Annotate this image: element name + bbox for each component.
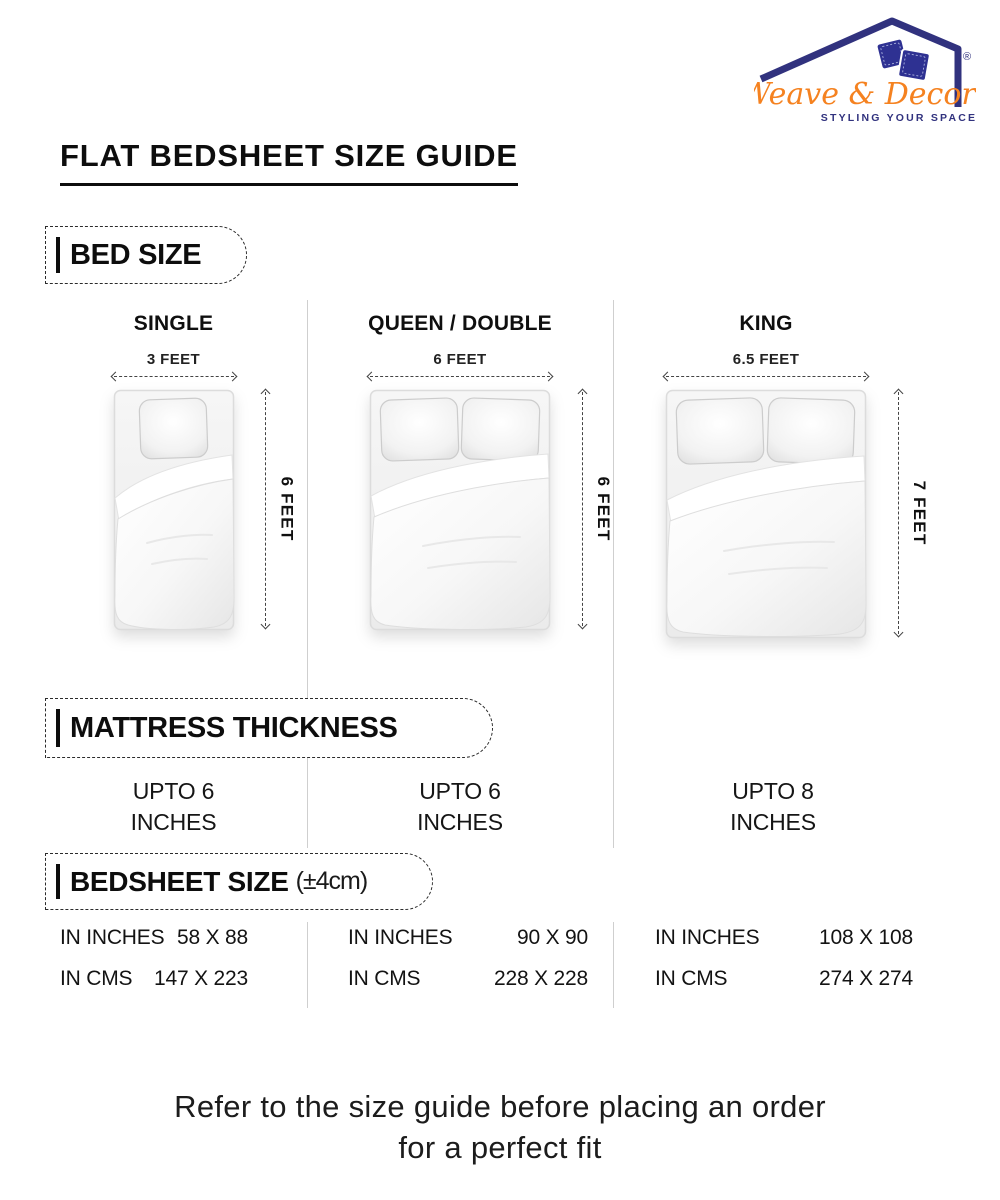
- thickness-line: UPTO 6: [132, 778, 215, 804]
- section-header-bed-size: [45, 226, 247, 284]
- brand-name: Weave & Decor: [754, 77, 976, 112]
- thickness-line: UPTO 6: [419, 778, 501, 804]
- page-title: FLAT BEDSHEET SIZE GUIDE: [60, 138, 518, 186]
- width-label: 6.5 FEET: [732, 351, 800, 368]
- section-label: BED SIZE: [70, 238, 202, 271]
- sheet-size-table-king: [655, 926, 913, 1008]
- bed-illustration-king: [664, 388, 868, 640]
- table-row: [60, 926, 248, 950]
- unit-label: IN CMS: [60, 967, 133, 990]
- footer-note: [0, 1086, 1000, 1168]
- bed-illustration-wrap: [368, 388, 613, 632]
- logo-pillows-icon: [876, 38, 930, 81]
- height-label: 7 FEET: [910, 480, 929, 546]
- bed-size-name: KING: [739, 312, 793, 335]
- table-row: [655, 967, 913, 991]
- bed-illustration-single: [112, 388, 236, 632]
- height-label: 6 FEET: [594, 476, 613, 542]
- section-header-bedsheet-size: [45, 853, 433, 910]
- width-arrow-icon: [664, 373, 868, 380]
- height-measure: [894, 390, 929, 636]
- brand-tagline: STYLING YOUR SPACE: [820, 112, 976, 124]
- pillow-icon: [461, 398, 540, 462]
- thickness-line: UPTO 8: [732, 778, 814, 804]
- size-value: 108 X 108: [819, 926, 913, 949]
- pillow-icon: [138, 398, 207, 459]
- width-label: 6 FEET: [433, 351, 487, 368]
- size-value: 228 X 228: [494, 967, 588, 990]
- bed-illustration-wrap: [664, 388, 929, 640]
- bed-illustration-wrap: [112, 388, 297, 632]
- unit-label: IN INCHES: [60, 926, 165, 949]
- table-row: [655, 926, 913, 950]
- brand-logo: [754, 12, 976, 128]
- footer-line: Refer to the size guide before placing an order: [174, 1089, 826, 1124]
- height-measure: [262, 390, 297, 628]
- section-accent-bar: [56, 709, 60, 747]
- width-arrow-icon: [112, 373, 236, 380]
- size-value: 147 X 223: [154, 967, 248, 990]
- bed-column-queen-double: [307, 312, 613, 632]
- unit-label: IN CMS: [655, 967, 728, 990]
- size-value: 90 X 90: [517, 926, 588, 949]
- mattress-thickness-king: [613, 776, 933, 838]
- bed-column-single: [40, 312, 307, 632]
- pillow-icon: [767, 398, 855, 465]
- bed-column-king: [613, 312, 929, 640]
- height-measure: [578, 390, 613, 628]
- section-header-mattress-thickness: [45, 698, 493, 758]
- size-value: 274 X 274: [819, 967, 913, 990]
- section-accent-bar: [56, 237, 60, 273]
- mattress-thickness-queen: [307, 776, 613, 838]
- mattress-thickness-single: [40, 776, 307, 838]
- unit-label: IN INCHES: [348, 926, 453, 949]
- column-divider: [307, 922, 308, 1008]
- column-divider: [613, 922, 614, 1008]
- tolerance-note: (±4cm): [295, 867, 368, 895]
- bed-size-name: QUEEN / DOUBLE: [368, 312, 552, 335]
- width-measure: [112, 351, 236, 380]
- sheet-size-table-single: [60, 926, 248, 1008]
- unit-label: IN CMS: [348, 967, 421, 990]
- section-accent-bar: [56, 864, 60, 899]
- table-row: [348, 926, 588, 950]
- table-row: [348, 967, 588, 991]
- size-value: 58 X 88: [177, 926, 248, 949]
- height-label: 6 FEET: [277, 476, 297, 542]
- width-measure: [664, 351, 868, 380]
- sheet-size-table-queen: [348, 926, 588, 1008]
- section-label: MATTRESS THICKNESS: [70, 711, 398, 744]
- width-label: 3 FEET: [146, 351, 201, 368]
- bed-illustration-queen: [368, 388, 552, 632]
- table-row: [60, 967, 248, 991]
- thickness-line: INCHES: [417, 809, 503, 835]
- section-label: BEDSHEET SIZE: [70, 865, 289, 897]
- unit-label: IN INCHES: [655, 926, 760, 949]
- pillow-icon: [380, 398, 459, 462]
- brand-registered-mark: ®: [963, 51, 972, 63]
- bed-size-name: SINGLE: [133, 312, 214, 335]
- thickness-line: INCHES: [730, 809, 816, 835]
- footer-line: for a perfect fit: [398, 1130, 602, 1165]
- pillow-icon: [676, 398, 764, 465]
- width-arrow-icon: [368, 373, 552, 380]
- thickness-line: INCHES: [130, 809, 217, 835]
- width-measure: [368, 351, 552, 380]
- brand-logo-graphic: [754, 12, 976, 128]
